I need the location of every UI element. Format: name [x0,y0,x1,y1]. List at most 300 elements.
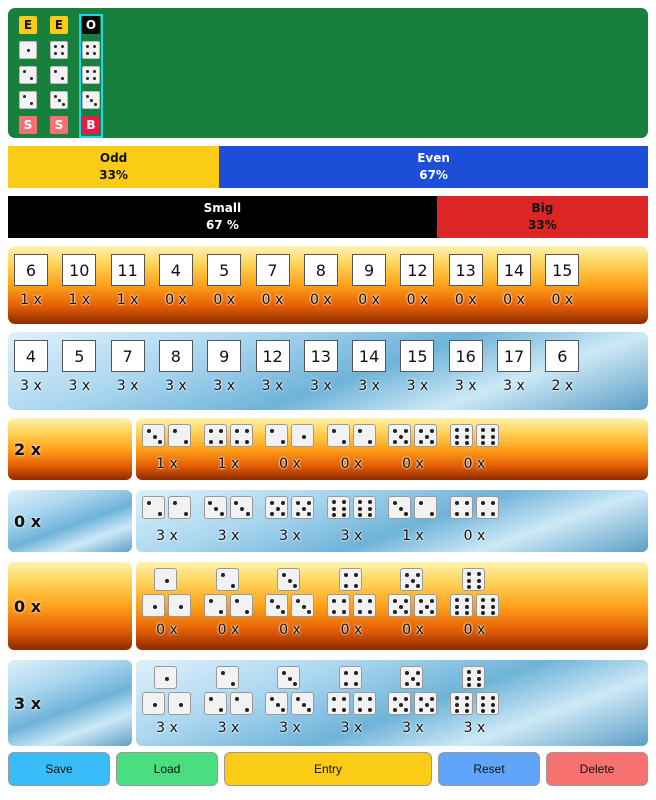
save-button[interactable]: Save [8,752,110,786]
history-column-2[interactable] [49,16,69,136]
pip [399,435,403,439]
pair-combo[interactable] [327,494,383,552]
pip [30,77,33,80]
pip [342,708,346,712]
pip [430,429,434,433]
die-icon [291,594,314,617]
total-count: 0 x [454,292,477,308]
pip [270,599,274,603]
total-fire-cell[interactable] [449,254,489,308]
small-marker: S [19,116,37,134]
pip [491,703,495,707]
small-segment [8,196,437,238]
pip [465,512,469,516]
small-label: Small [203,201,242,215]
total-fire-cell[interactable] [400,254,440,308]
pair-combo[interactable] [142,494,198,552]
die-icon [327,424,350,447]
pip [368,507,372,511]
pip [455,428,459,432]
die-icon [265,594,288,617]
pip [302,435,306,439]
pip [282,573,286,577]
pip [342,440,346,444]
die-icon [353,496,376,519]
combo-count: 3 x [217,528,240,544]
pip [293,682,297,686]
pip [332,513,336,517]
history-column-1[interactable] [18,16,38,136]
die-icon [204,496,227,519]
pip [477,683,481,687]
die-icon [414,496,437,519]
die-icon [265,424,288,447]
die-icon [82,66,100,84]
die-icon [168,424,191,447]
pip [430,610,434,614]
pip [62,103,65,106]
pip [54,70,57,73]
pair-combo[interactable] [327,422,383,480]
die-icon [265,692,288,715]
combo-count: 1 x [156,456,178,472]
pip [214,507,218,511]
pip [404,610,408,614]
pip [354,682,358,686]
die-icon [327,692,350,715]
triple-combo[interactable] [204,664,260,740]
total-count: 3 x [116,378,139,394]
pip [235,599,239,603]
pip [455,709,459,713]
pip [430,708,434,712]
pip [405,671,409,675]
pip [276,605,280,609]
pip [358,500,362,504]
die-icon [339,666,362,689]
pair-combo[interactable] [265,422,321,480]
pip [344,573,348,577]
die-icon [388,594,411,617]
pip [368,513,372,517]
die-icon [450,692,473,715]
pip [455,696,459,700]
total-ice-cell[interactable] [207,340,247,394]
die-icon [476,692,499,715]
die-icon [216,568,239,591]
pip [302,507,306,511]
pip [281,440,285,444]
pip [465,611,469,615]
reset-button[interactable]: Reset [438,752,540,786]
big-marker: B [82,116,100,134]
pip [491,501,495,505]
pip [481,696,485,700]
total-value: 13 [304,340,338,372]
total-count: 0 x [358,292,380,308]
pip [245,440,249,444]
pip [419,610,423,614]
pip [467,683,471,687]
die-icon [462,666,485,689]
pair-combo[interactable] [388,494,444,552]
pip [288,677,292,681]
pip [404,512,408,516]
pip [455,605,459,609]
pip [368,708,372,712]
pip [416,573,420,577]
pip [270,429,274,433]
pip [158,440,162,444]
die-icon [388,692,411,715]
pip [270,512,274,516]
pip [481,501,485,505]
pip [419,429,423,433]
pip [86,70,89,73]
pip [245,708,249,712]
combo-count: 3 x [340,720,363,736]
total-count: 1 x [20,292,42,308]
pip [153,703,157,707]
pip [405,584,409,588]
total-count: 2 x [551,378,574,394]
pip [147,501,151,505]
pip [481,611,485,615]
pip [296,512,300,516]
total-count: 3 x [68,378,91,394]
triple-combo[interactable] [388,664,444,740]
total-fire-cell[interactable] [207,254,247,308]
die-icon [19,66,37,84]
total-fire-cell[interactable] [111,254,151,308]
total-count: 3 x [213,378,236,394]
pip [491,605,495,609]
combo-count: 3 x [279,720,301,736]
die-icon [277,568,300,591]
combo-count: 1 x [217,456,240,472]
pip [491,428,495,432]
pip [425,605,429,609]
triple-combo[interactable] [265,566,321,642]
die-icon [400,666,423,689]
pip [467,677,471,681]
pip [455,611,459,615]
pip [332,429,336,433]
pip [246,512,250,516]
die-icon [476,594,499,617]
pip [399,507,403,511]
triple-combo[interactable] [327,566,383,642]
total-fire-cell[interactable] [352,254,392,308]
pip [165,579,169,583]
load-button[interactable]: Load [116,752,218,786]
pip [179,605,183,609]
total-count: 3 x [309,378,332,394]
pip [393,610,397,614]
total-fire-cell[interactable] [497,254,537,308]
pip [425,703,429,707]
pip [342,500,346,504]
pip [419,599,423,603]
total-count: 3 x [503,378,525,394]
pip [481,441,485,445]
die-icon [50,41,68,59]
pair-combo[interactable] [450,422,506,480]
odd-even-bar [8,146,648,188]
total-fire-cell[interactable] [256,254,296,308]
pip [404,440,408,444]
pair-combo[interactable] [204,422,260,480]
pip [282,671,286,675]
total-ice-cell[interactable] [256,340,296,394]
pip [293,584,297,588]
pip [307,512,311,516]
pip [153,605,157,609]
pair-combo[interactable] [450,494,506,552]
pip [358,429,362,433]
pip [332,599,336,603]
die-icon [388,496,411,519]
pip [93,45,96,48]
pip [231,682,235,686]
pip [404,429,408,433]
total-ice-cell[interactable] [449,340,489,394]
total-ice-cell[interactable] [352,340,392,394]
pair-combo[interactable] [204,494,260,552]
pip [147,429,151,433]
triple-combo[interactable] [327,664,383,740]
combo-count: 3 x [279,528,301,544]
pip [455,598,459,602]
total-ice-cell[interactable] [111,340,151,394]
total-value: 8 [304,254,338,286]
pip [477,670,481,674]
odd-label: Odd [99,151,128,165]
pip [208,501,212,505]
pip [332,610,336,614]
pip [173,429,177,433]
pip [393,708,397,712]
pip [467,585,471,589]
pip [209,440,213,444]
total-count: 0 x [503,292,525,308]
triple-combo[interactable] [142,664,198,740]
pip [465,709,469,713]
total-value: 8 [159,340,193,372]
pip [455,501,459,505]
pip [455,435,459,439]
die-icon [450,594,473,617]
pip [393,440,397,444]
triple-combo[interactable] [204,566,260,642]
total-count: 0 x [406,292,429,308]
total-value: 5 [62,340,96,372]
pip [430,599,434,603]
die-icon [414,692,437,715]
pip [477,579,481,583]
combo-count: 0 x [340,622,363,638]
pip [61,45,64,48]
total-ice-cell[interactable] [159,340,199,394]
pip [235,440,239,444]
pip [368,610,372,614]
pip [221,671,225,675]
pip [455,703,459,707]
pip [368,440,372,444]
total-count: 3 x [261,378,284,394]
even-percent: 67% [419,168,448,182]
pairs-fire-count: 2 x [14,439,42,459]
triple-combo[interactable] [388,566,444,642]
triple-combo[interactable] [142,566,198,642]
total-value: 15 [545,254,579,286]
pip [281,708,285,712]
pip [404,599,408,603]
total-ice-cell[interactable] [304,340,344,394]
die-icon [339,568,362,591]
pip [58,99,61,102]
total-value: 10 [62,254,96,286]
pip [184,440,188,444]
pairs-ice-panel [136,490,648,552]
small-percent: 67 % [205,218,239,232]
pip [344,584,348,588]
pip [455,441,459,445]
die-icon [291,496,314,519]
die-icon [50,91,68,109]
total-value: 9 [352,254,386,286]
pip [219,440,223,444]
die-icon [204,424,227,447]
triples-fire-summary [8,562,132,650]
die-icon [168,496,191,519]
total-ice-cell[interactable] [545,340,585,394]
pip [399,605,403,609]
total-count: 0 x [309,292,332,308]
pip [368,697,372,701]
total-ice-cell[interactable] [14,340,54,394]
die-icon [50,66,68,84]
pip [281,610,285,614]
die-icon [230,496,253,519]
die-icon [462,568,485,591]
combo-count: 3 x [463,720,486,736]
die-icon [414,424,437,447]
pip [61,77,64,80]
total-fire-cell[interactable] [304,254,344,308]
pip [467,670,471,674]
combo-count: 3 x [402,720,424,736]
history-column-3-selected[interactable] [81,16,101,136]
total-ice-cell[interactable] [62,340,102,394]
pip [158,512,162,516]
die-icon [265,496,288,519]
pip [467,572,471,576]
total-fire-cell[interactable] [14,254,54,308]
total-fire-cell[interactable] [159,254,199,308]
die-icon [142,496,165,519]
total-value: 7 [111,340,145,372]
pip [296,501,300,505]
pair-combo[interactable] [388,422,444,480]
pair-combo[interactable] [142,422,198,480]
pip [465,435,469,439]
even-label: Even [417,151,450,165]
pip [86,52,89,55]
total-value: 7 [256,254,290,286]
triple-combo[interactable] [265,664,321,740]
total-fire-cell[interactable] [62,254,102,308]
triple-combo[interactable] [450,566,506,642]
pip [93,52,96,55]
entry-button[interactable]: Entry [224,752,432,786]
total-value: 4 [14,340,48,372]
total-value: 14 [352,340,386,372]
total-count: 0 x [165,292,187,308]
die-icon [230,594,253,617]
combo-count: 0 x [463,456,486,472]
combo-count: 0 x [463,622,486,638]
pip [419,501,423,505]
pip [54,52,57,55]
total-count: 3 x [406,378,429,394]
triple-combo[interactable] [450,664,506,740]
even-marker: E [19,16,37,34]
combo-count: 3 x [156,528,178,544]
pip [93,70,96,73]
pip [307,708,311,712]
pair-combo[interactable] [265,494,321,552]
pip [342,513,346,517]
pairs-ice-count: 0 x [14,511,42,531]
pip [358,513,362,517]
pip [86,95,89,98]
pip [419,440,423,444]
pip [302,703,306,707]
totals-fire-strip [8,246,648,324]
pip [491,441,495,445]
die-icon [450,496,473,519]
pip [358,708,362,712]
total-fire-cell[interactable] [545,254,585,308]
die-icon [204,594,227,617]
pip [465,703,469,707]
die-icon [353,594,376,617]
total-count: 0 x [213,292,236,308]
total-count: 3 x [454,378,477,394]
pip [481,598,485,602]
pip [27,49,30,52]
combo-count: 0 x [402,622,424,638]
pip [240,507,244,511]
total-value: 17 [497,340,531,372]
pip [54,95,57,98]
pip [430,512,434,516]
pip [404,708,408,712]
pip [481,428,485,432]
combo-count: 3 x [340,528,363,544]
total-ice-cell[interactable] [497,340,537,394]
combo-count: 1 x [402,528,424,544]
total-ice-cell[interactable] [400,340,440,394]
total-count: 0 x [261,292,284,308]
pip [245,429,249,433]
pip [481,605,485,609]
big-segment [437,196,648,238]
pip [179,703,183,707]
delete-button[interactable]: Delete [546,752,648,786]
pip [477,572,481,576]
